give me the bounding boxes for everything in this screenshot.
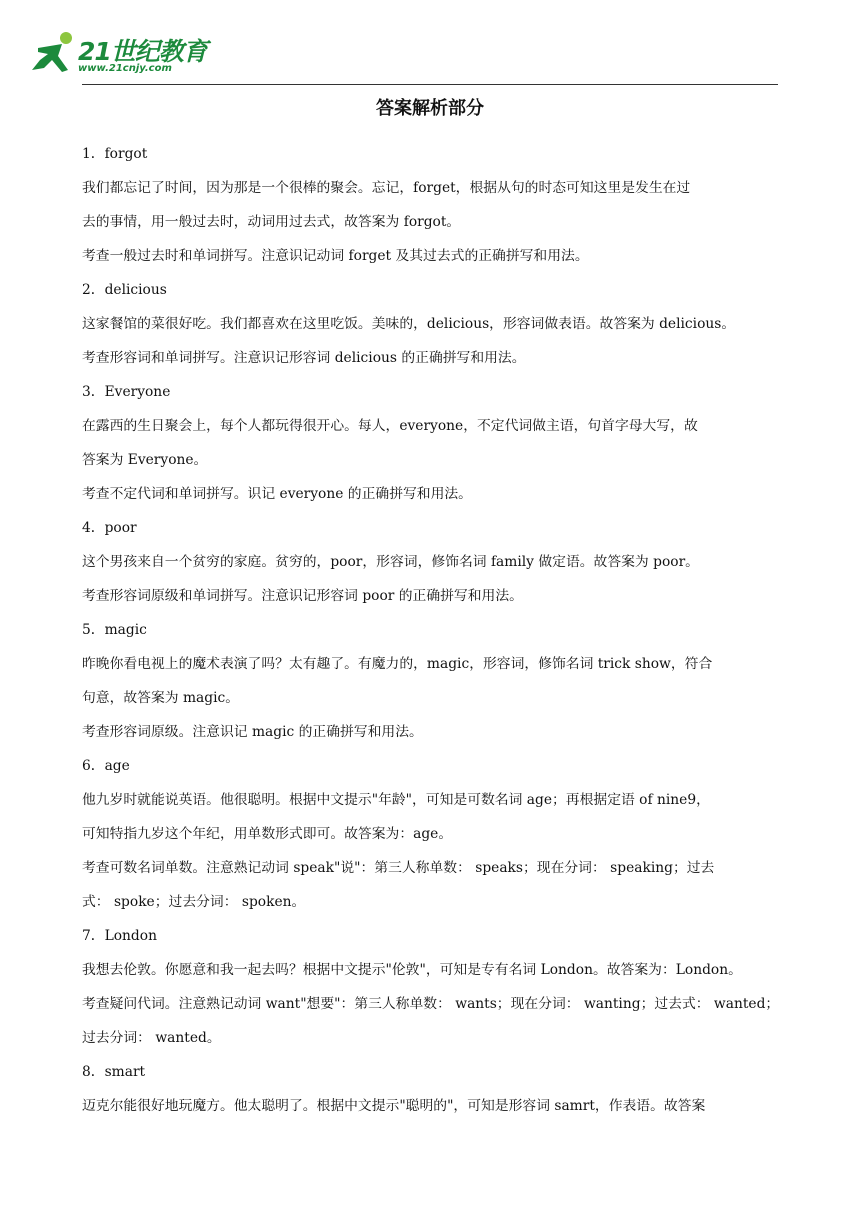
page-title: 答案解析部分: [376, 98, 484, 119]
answer-line: 过去分词： wanted。: [82, 1030, 221, 1046]
answer-line: 6．age: [82, 758, 130, 774]
answer-line: 考查形容词原级。注意识记 magic 的正确拼写和用法。: [82, 724, 423, 740]
answer-line: 考查不定代词和单词拼写。识记 everyone 的正确拼写和用法。: [82, 486, 472, 502]
page-header: [0, 0, 860, 90]
answer-line: 可知特指九岁这个年纪，用单数形式即可。故答案为：age。: [82, 826, 453, 842]
answer-line: 7．London: [82, 928, 157, 944]
answer-line: 迈克尔能很好地玩魔方。他太聪明了。根据中文提示"聪明的"，可知是形容词 samrt，作表语。故答案: [82, 1098, 706, 1114]
answer-line: 我们都忘记了时间，因为那是一个很棒的聚会。忘记，forget，根据从句的时态可知这里是发生在过: [82, 180, 691, 196]
answer-line: 考查可数名词单数。注意熟记动词 speak"说"：第三人称单数： speaks；现在分词： speaking；过去: [82, 860, 715, 876]
answer-line: 这家餐馆的菜很好吃。我们都喜欢在这里吃饭。美味的，delicious，形容词做表语。故答案为 delicious。: [82, 316, 736, 332]
logo-url: www.21cnjy.com: [78, 63, 172, 74]
answer-line: 我想去伦敦。你愿意和我一起去吗？根据中文提示"伦敦"，可知是专有名词 London。故答案为：London。: [82, 962, 742, 978]
answer-line: 8．smart: [82, 1064, 146, 1080]
answer-line: 句意，故答案为 magic。: [82, 690, 240, 706]
answer-line: 在露西的生日聚会上，每个人都玩得很开心。每人，everyone，不定代词做主语，句首字母大写，故: [82, 418, 698, 434]
site-logo: [28, 30, 208, 78]
answer-line: 昨晚你看电视上的魔术表演了吗？太有趣了。有魔力的，magic，形容词，修饰名词 trick show，符合: [82, 656, 713, 672]
answer-line: 答案为 Everyone。: [82, 452, 208, 468]
answer-content: [82, 137, 782, 1123]
answer-line: 3．Everyone: [82, 384, 171, 400]
answer-line: 考查一般过去时和单词拼写。注意识记动词 forget 及其过去式的正确拼写和用法。: [82, 248, 589, 264]
answer-line: 式： spoke；过去分词： spoken。: [82, 894, 306, 910]
answer-line: 1．forgot: [82, 146, 148, 162]
answer-line: 5．magic: [82, 622, 147, 638]
answer-line: 2．delicious: [82, 282, 167, 298]
header-divider: [82, 84, 778, 85]
running-man-icon: [28, 30, 76, 74]
answer-line: 去的事情，用一般过去时，动词用过去式，故答案为 forgot。: [82, 214, 461, 230]
answer-line: 考查形容词原级和单词拼写。注意识记形容词 poor 的正确拼写和用法。: [82, 588, 523, 604]
answer-line: 4．poor: [82, 520, 137, 536]
answer-line: 他九岁时就能说英语。他很聪明。根据中文提示"年龄"，可知是可数名词 age；再根据定语 of nine9，: [82, 792, 710, 808]
logo-text: 21世纪教育: [78, 37, 207, 66]
answer-line: 这个男孩来自一个贫穷的家庭。贫穷的，poor，形容词，修饰名词 family 做定语。故答案为 poor。: [82, 554, 699, 570]
answer-line: 考查疑问代词。注意熟记动词 want"想要"：第三人称单数： wants；现在分词： wanting；过去式： wanted；: [82, 996, 780, 1012]
answer-line: 考查形容词和单词拼写。注意识记形容词 delicious 的正确拼写和用法。: [82, 350, 526, 366]
